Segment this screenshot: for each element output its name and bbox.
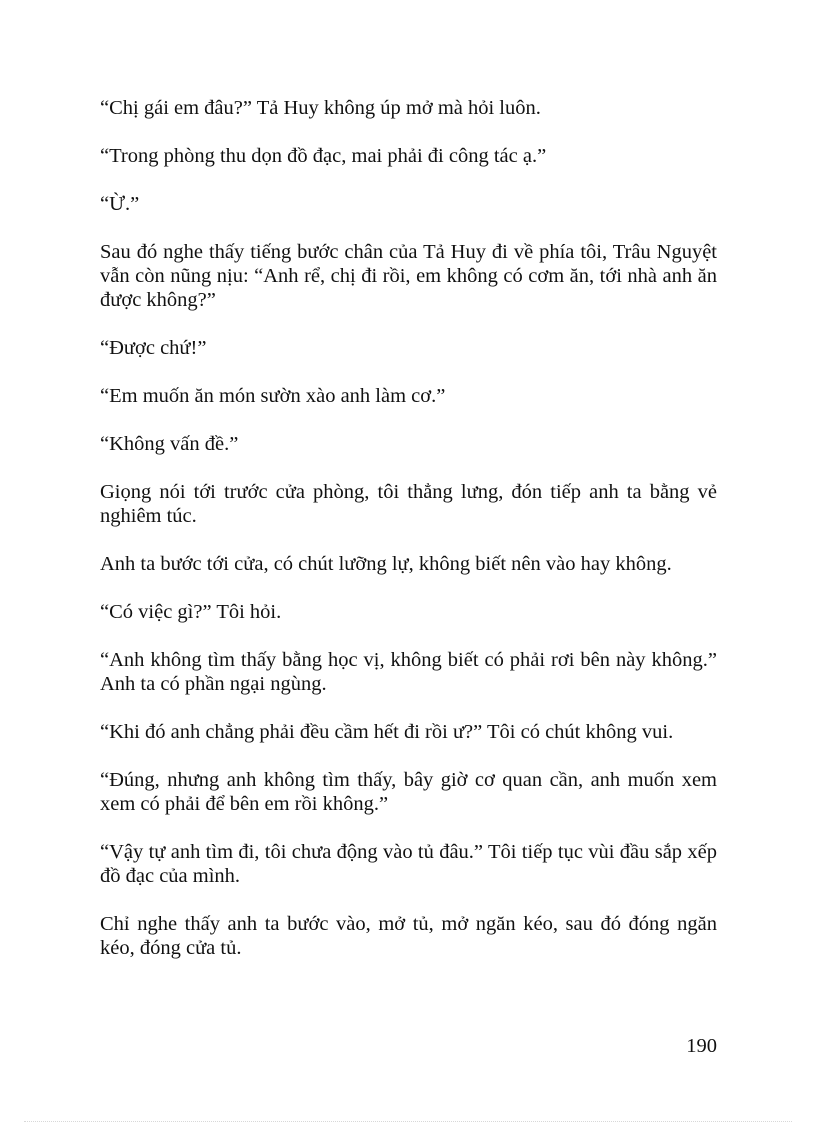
paragraph: “Khi đó anh chẳng phải đều cầm hết đi rồi ư?” Tôi có chút không vui. [100, 721, 674, 743]
paragraph: “Anh không tìm thấy bằng học vị, không biết có phải rơi bên này không.” Anh ta có phần ngại ngùng. [100, 649, 717, 695]
paragraph: “Em muốn ăn món sườn xào anh làm cơ.” [100, 385, 446, 407]
paragraph: “Có việc gì?” Tôi hỏi. [100, 601, 282, 623]
paragraph: Anh ta bước tới cửa, có chút lưỡng lự, không biết nên vào hay không. [100, 553, 672, 575]
paragraph: “Vậy tự anh tìm đi, tôi chưa động vào tủ đâu.” Tôi tiếp tục vùi đầu sắp xếp đồ đạc của mình. [100, 841, 717, 887]
paragraph: Chỉ nghe thấy anh ta bước vào, mở tủ, mở ngăn kéo, sau đó đóng ngăn kéo, đóng cửa tủ. [100, 913, 717, 959]
paragraph: “Chị gái em đâu?” Tả Huy không úp mở mà hỏi luôn. [100, 97, 541, 119]
paragraph: Giọng nói tới trước cửa phòng, tôi thẳng lưng, đón tiếp anh ta bằng vẻ nghiêm túc. [100, 481, 717, 527]
body-text [100, 96, 717, 984]
paragraph: Sau đó nghe thấy tiếng bước chân của Tả Huy đi về phía tôi, Trâu Nguyệt vẫn còn nũng nịu: “Anh rể, chị đi rồi, em không có cơm ăn, tới nhà anh ăn được không?” [100, 241, 717, 311]
paragraph: “Trong phòng thu dọn đồ đạc, mai phải đi công tác ạ.” [100, 145, 547, 167]
page-number: 190 [686, 1035, 717, 1057]
paragraph: “Ừ.” [100, 193, 140, 215]
paragraph: “Được chứ!” [100, 337, 207, 359]
paragraph: “Đúng, nhưng anh không tìm thấy, bây giờ cơ quan cần, anh muốn xem xem có phải để bên em rồi không.” [100, 769, 717, 815]
paragraph: “Không vấn đề.” [100, 433, 239, 455]
page-bottom-divider [24, 1121, 792, 1122]
